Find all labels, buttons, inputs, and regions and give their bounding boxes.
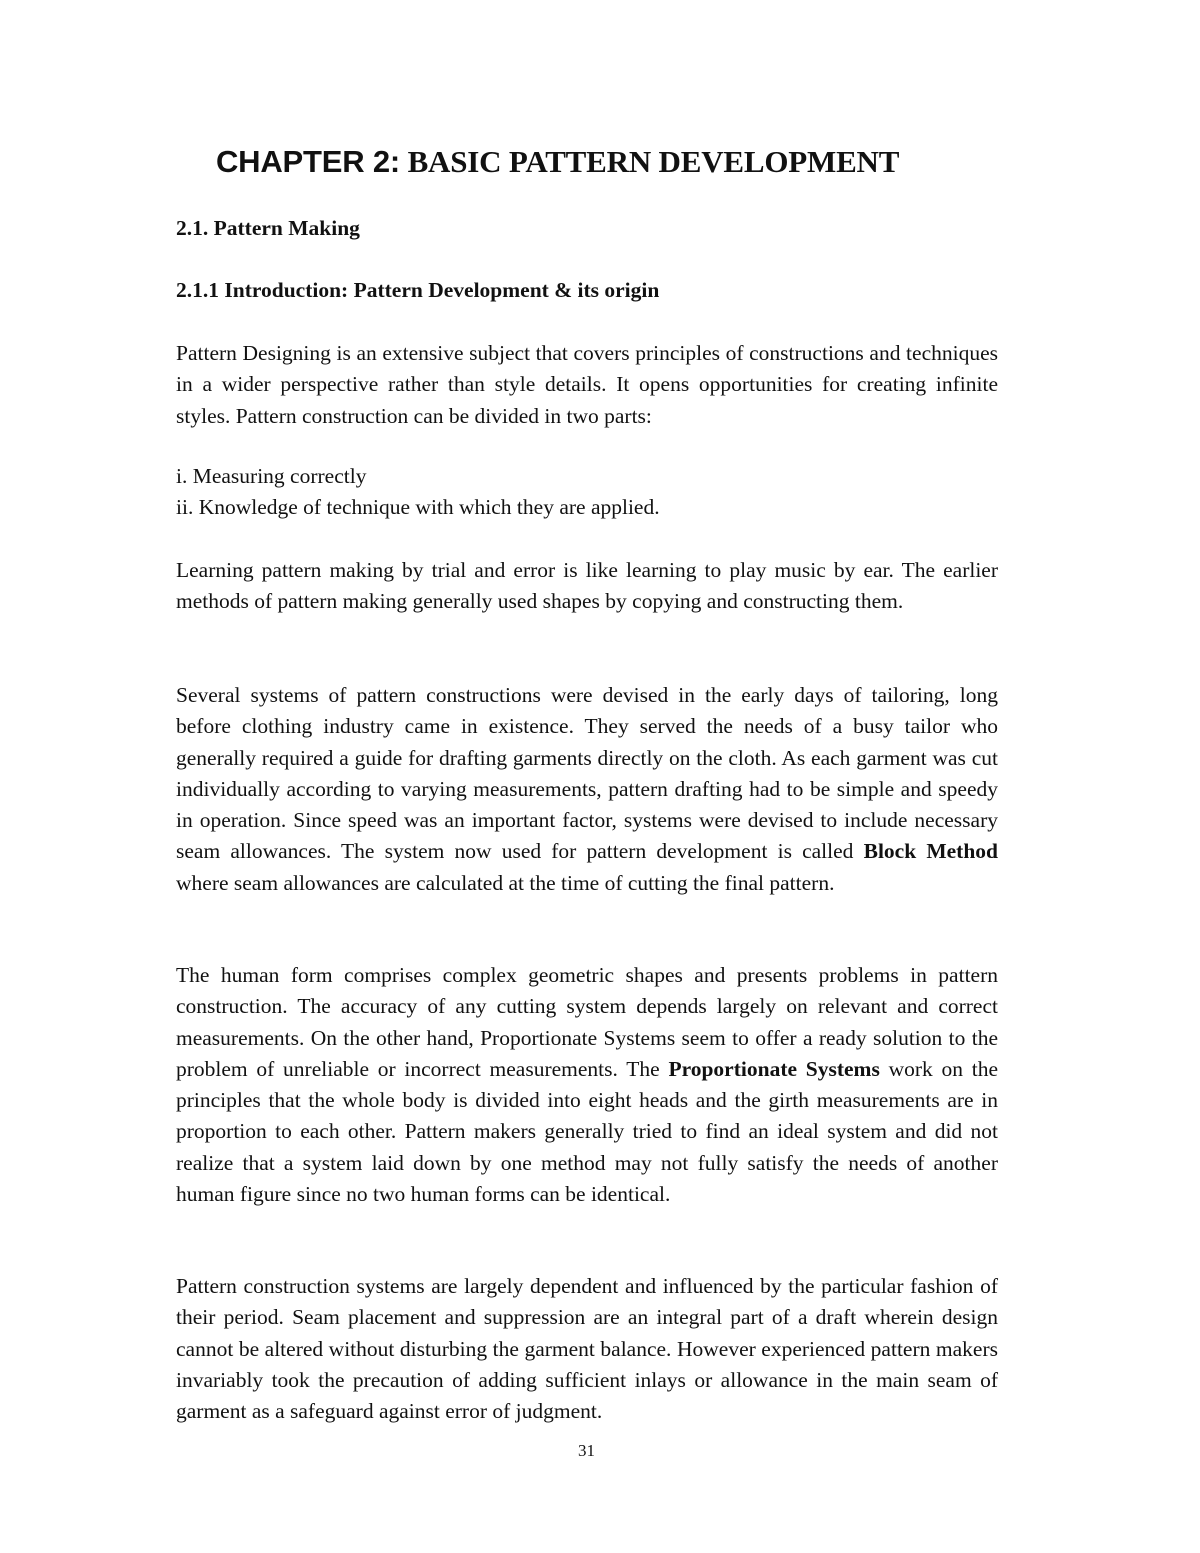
subsection-heading: 2.1.1 Introduction: Pattern Development & its origin <box>176 278 660 302</box>
paragraph-text: Several systems of pattern constructions were devised in the early days of tailoring, long before clothing industry came in existence. They served the needs of a busy tailor who generally required a guide for drafting garments directly on the cloth. As each garment was cut individually according to varying measurements, pattern drafting had to be simple and speedy in operation. Since speed was an important factor, systems were devised to include necessary seam allowances. The system now used for pattern development is called <box>176 683 998 864</box>
page-number: 31 <box>578 1441 595 1460</box>
paragraph-intro: Pattern Designing is an extensive subject that covers principles of constructions and techniques in a wider perspective rather than style details. It opens opportunities for creating infinite styles. Pattern construction can be divided in two parts: <box>176 341 998 428</box>
list-item: i. Measuring correctly <box>176 464 367 488</box>
paragraph-systems-history <box>176 680 998 899</box>
proportionate-systems-term: Proportionate Systems <box>668 1056 880 1081</box>
paragraph-text: The human form comprises complex geometric shapes and presents problems in pattern construction. The accuracy of any cutting system depends largely on relevant and correct measurements. On the other hand, Proportionate Systems seem to offer a ready solution to the problem of unreliable or incorrect measurements. The <box>176 963 998 1081</box>
paragraph-text: where seam allowances are calculated at the time of cutting the final pattern. <box>176 870 835 895</box>
paragraph-text: work on the principles that the whole body is divided into eight heads and the girth measurements are in proportion to each other. Pattern makers generally tried to find an ideal system and did not realize that a system laid down by one method may not fully satisfy the needs of another human figure since no two human forms can be identical. <box>176 1056 999 1207</box>
list-item: ii. Knowledge of technique with which they are applied. <box>176 495 660 520</box>
parts-list <box>176 461 660 524</box>
paragraph-human-form <box>176 960 998 1210</box>
paragraph-fashion-influence: Pattern construction systems are largely dependent and influenced by the particular fashion of their period. Seam placement and suppression are an integral part of a draft wherein design cannot be altered without disturbing the garment balance. However experienced pattern makers invariably took the precaution of adding sufficient inlays or allowance in the main seam of garment as a safeguard against error of judgment. <box>176 1274 998 1424</box>
chapter-title-text: BASIC PATTERN DEVELOPMENT <box>407 144 900 179</box>
chapter-title-prefix: CHAPTER 2: <box>216 144 401 179</box>
chapter-title <box>216 142 899 182</box>
section-heading: 2.1. Pattern Making <box>176 216 360 240</box>
paragraph-trial-and-error: Learning pattern making by trial and error is like learning to play music by ear. The earlier methods of pattern making generally used shapes by copying and constructing them. <box>176 558 998 614</box>
block-method-term: Block Method <box>863 839 999 864</box>
